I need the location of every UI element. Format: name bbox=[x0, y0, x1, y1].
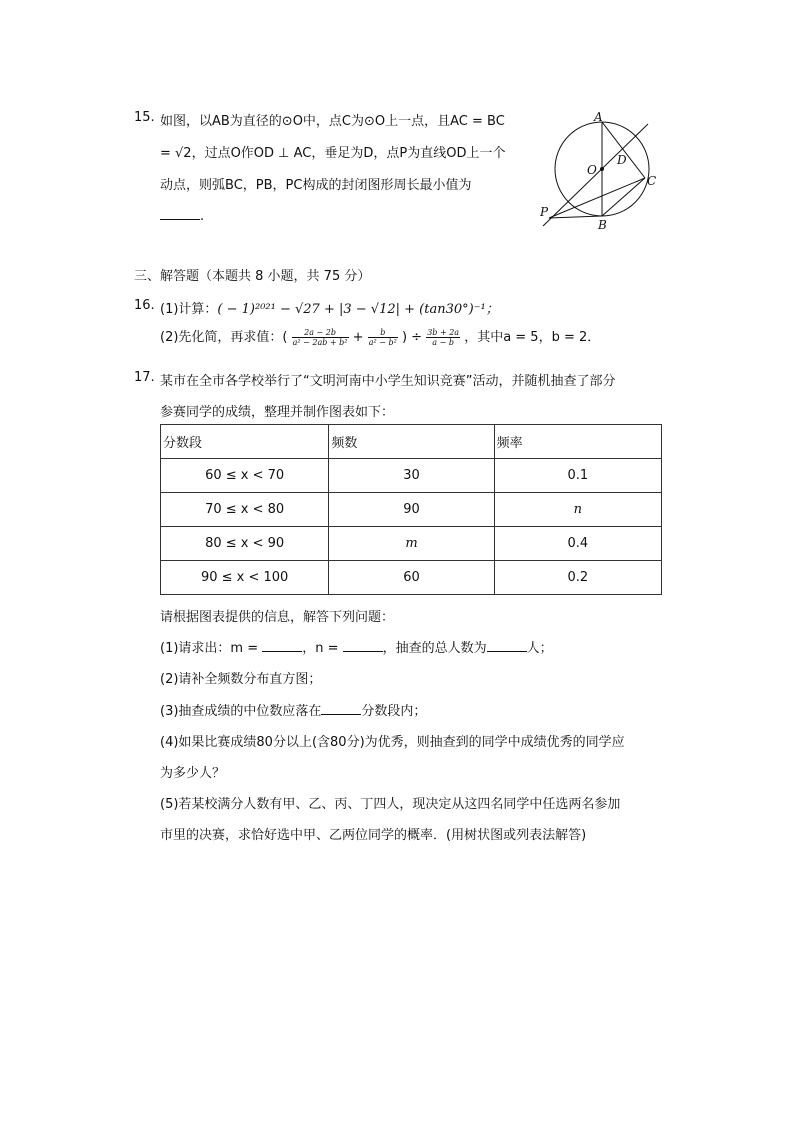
answer-blank bbox=[321, 701, 361, 715]
label-d: D bbox=[617, 153, 627, 167]
q17-intro-line1: 某市在全市各学校举行了“文明河南中小学生知识竞赛”活动，并随机抽查了部分 bbox=[160, 374, 616, 389]
q15-circle-figure bbox=[535, 108, 655, 233]
table-cell: n bbox=[494, 493, 661, 527]
answer-blank bbox=[262, 638, 302, 652]
label-p: P bbox=[540, 205, 549, 219]
q16-number: 16. bbox=[134, 298, 155, 313]
q17-sub3-a: (3)抽查成绩的中位数应落在 bbox=[160, 704, 322, 719]
q16-part2-prefix: (2)先化简，再求值：( bbox=[160, 330, 288, 345]
q17-sub3 bbox=[160, 700, 426, 719]
table-header-row bbox=[161, 425, 662, 459]
q15-answer-line bbox=[160, 206, 204, 224]
q16-fraction-1 bbox=[292, 328, 349, 347]
table-cell: m bbox=[329, 527, 494, 561]
answer-blank bbox=[160, 206, 200, 220]
q16-part1-prefix: (1)计算： bbox=[160, 302, 218, 317]
table-cell: 90 ≤ x < 100 bbox=[161, 561, 329, 595]
q17-prompt: 请根据图表提供的信息，解答下列问题： bbox=[160, 610, 395, 625]
table-cell: 90 bbox=[329, 493, 494, 527]
fraction-denominator: a² − b² bbox=[368, 338, 397, 347]
table-cell: 30 bbox=[329, 459, 494, 493]
q17-number: 17. bbox=[134, 370, 155, 385]
q16-fraction-2 bbox=[368, 328, 398, 347]
q17-sub1-b: ，n = bbox=[302, 641, 339, 656]
q15-period: . bbox=[200, 209, 205, 224]
fraction-numerator: b bbox=[368, 328, 398, 338]
q16-plus: + bbox=[352, 330, 364, 345]
q17-sub2: (2)请补全频数分布直方图； bbox=[160, 672, 322, 687]
table-header-cell: 分数段 bbox=[161, 425, 329, 459]
segment-pb bbox=[549, 216, 602, 218]
q17-sub1-c: ，抽查的总人数为 bbox=[382, 641, 487, 656]
label-o: O bbox=[587, 163, 597, 177]
q16-close-divide: ) ÷ bbox=[401, 330, 423, 345]
q16-part2-suffix: ，其中a = 5，b = 2． bbox=[464, 330, 601, 345]
table-row bbox=[161, 459, 662, 493]
label-b: B bbox=[598, 218, 607, 232]
table-row bbox=[161, 493, 662, 527]
table-cell: 80 ≤ x < 90 bbox=[161, 527, 329, 561]
q17-sub1-d: 人； bbox=[526, 641, 553, 656]
table-cell: 60 bbox=[329, 561, 494, 595]
segment-pc bbox=[549, 178, 645, 218]
q17-sub4-line1: (4)如果比赛成绩80分以上(含80分)为优秀，则抽查到的同学中成绩优秀的同学应 bbox=[160, 735, 625, 750]
frequency-table bbox=[160, 424, 662, 595]
section3-heading: 三、解答题（本题共 8 小题，共 75 分） bbox=[134, 269, 371, 284]
answer-blank bbox=[487, 638, 527, 652]
q17-sub5-line1: (5)若某校满分人数有甲、乙、丙、丁四人，现决定从这四名同学中任选两名参加 bbox=[160, 797, 621, 812]
q17-sub4-line2: 为多少人？ bbox=[160, 766, 226, 781]
q17-sub5-line2: 市里的决赛，求恰好选中甲、乙两位同学的概率．(用树状图或列表法解答) bbox=[160, 828, 587, 843]
table-header-cell: 频率 bbox=[494, 425, 661, 459]
table-cell: 70 ≤ x < 80 bbox=[161, 493, 329, 527]
center-point-o bbox=[600, 167, 604, 171]
table-row bbox=[161, 561, 662, 595]
chord-ac bbox=[602, 122, 645, 178]
label-c: C bbox=[647, 174, 657, 188]
q17-sub3-b: 分数段内； bbox=[361, 704, 427, 719]
table-cell: 0.2 bbox=[494, 561, 661, 595]
q17-intro-line2: 参赛同学的成绩，整理并制作图表如下： bbox=[160, 405, 395, 420]
table-cell: 60 ≤ x < 70 bbox=[161, 459, 329, 493]
q17-sub1-a: (1)请求出：m = bbox=[160, 641, 259, 656]
fraction-numerator: 2a − 2b bbox=[292, 328, 349, 338]
answer-blank bbox=[343, 638, 383, 652]
q15-line3: 动点，则弧BC，PB，PC构成的封闭图形周长最小值为 bbox=[160, 178, 472, 193]
q16-part1-expr: ( − 1)²⁰²¹ − √27 + |3 − √12| + (tan30°)⁻¹； bbox=[217, 302, 499, 317]
q16-part1 bbox=[160, 298, 499, 317]
q16-fraction-3 bbox=[426, 328, 460, 347]
table-cell: 0.4 bbox=[494, 527, 661, 561]
fraction-numerator: 3b + 2a bbox=[427, 328, 460, 337]
q15-line2: = √2，过点O作OD ⊥ AC，垂足为D，点P为直线OD上一个 bbox=[160, 146, 506, 161]
table-cell: 0.1 bbox=[494, 459, 661, 493]
q17-sub1 bbox=[160, 637, 553, 656]
label-a: A bbox=[594, 110, 603, 124]
q15-number: 15. bbox=[134, 110, 155, 125]
table-header-cell: 频数 bbox=[329, 425, 494, 459]
q16-part2 bbox=[160, 326, 600, 347]
fraction-denominator: a² − 2ab + b² bbox=[292, 338, 348, 347]
q15-line1: 如图，以AB为直径的⊙O中，点C为⊙O上一点，且AC = BC bbox=[160, 114, 505, 129]
table-row bbox=[161, 527, 662, 561]
fraction-denominator: a − b bbox=[432, 338, 454, 347]
